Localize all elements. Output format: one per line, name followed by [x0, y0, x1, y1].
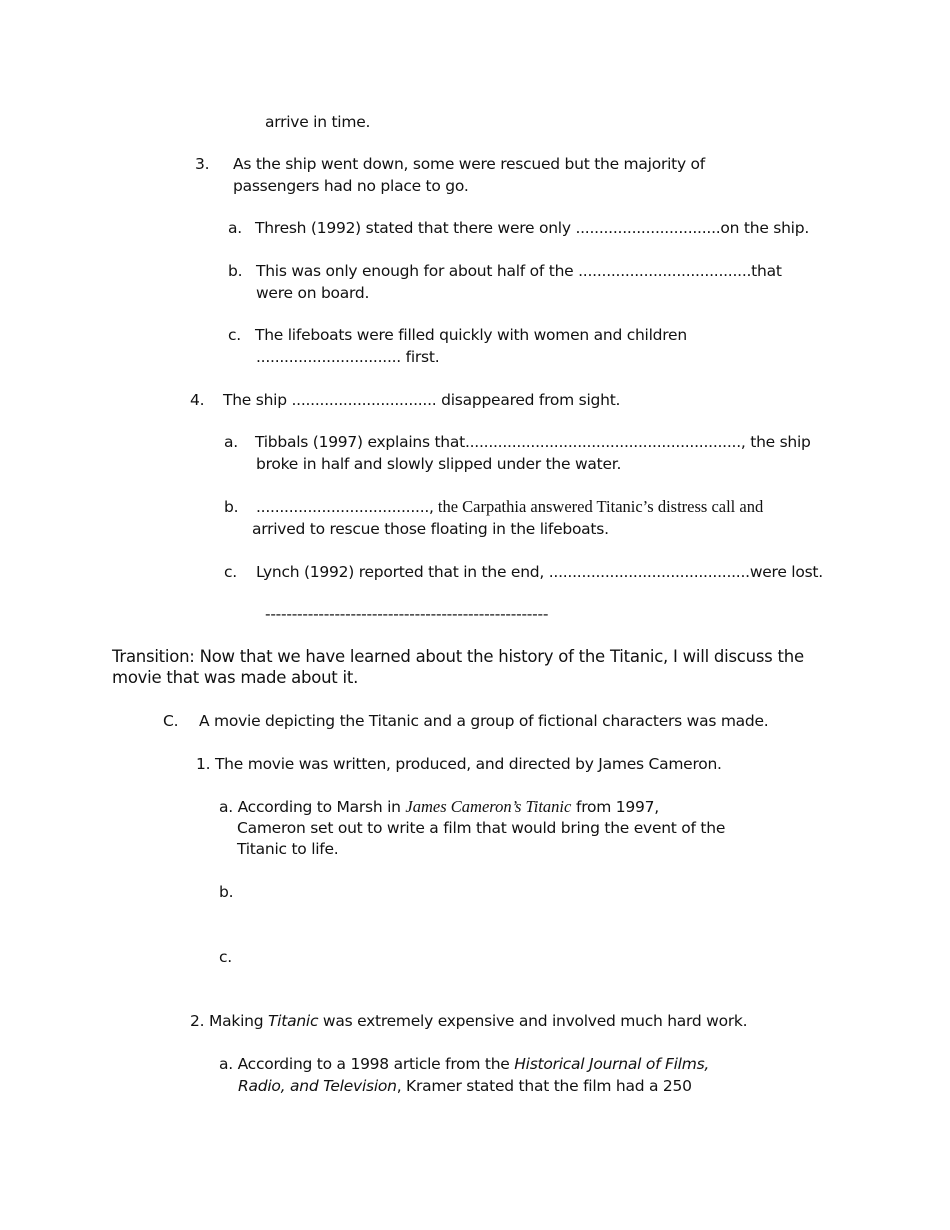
item-3-line-2: passengers had no place to go.	[233, 177, 469, 195]
item-3a-line-1: Thresh (1992) stated that there were only ...............................on the ship.	[255, 219, 809, 237]
item-c2-prefix: 2. Making	[190, 1012, 268, 1030]
item-4b-line-2: arrived to rescue those floating in the lifeboats.	[252, 520, 609, 538]
section-c-marker: C.	[163, 712, 179, 730]
item-3b-marker: b.	[228, 262, 243, 280]
item-c1a-prefix: a. According to Marsh in	[219, 798, 406, 816]
item-c1a-line-1	[219, 797, 659, 817]
item-c1a-line-3: Titanic to life.	[237, 840, 339, 858]
item-3-line-1: As the ship went down, some were rescued but the majority of	[233, 155, 705, 173]
item-c2a-line-2	[238, 1076, 692, 1096]
transition-line-1: Transition: Now that we have learned about the history of the Titanic, I will discuss the	[112, 647, 804, 666]
item-c1c-marker: c.	[219, 948, 232, 966]
item-c2-film-title: Titanic	[267, 1012, 319, 1030]
item-c1a-book-title: James Cameron’s Titanic	[405, 797, 572, 816]
continuation-text: arrive in time.	[265, 113, 371, 131]
item-c1a-suffix: from 1997,	[571, 798, 659, 816]
item-3c-line-1: The lifeboats were filled quickly with women and children	[255, 326, 687, 344]
item-c1-text: 1. The movie was written, produced, and directed by James Cameron.	[196, 755, 722, 773]
item-4b-serif-text: the Carpathia answered Titanic’s distress call and	[433, 497, 764, 516]
item-4-marker: 4.	[190, 391, 205, 409]
item-4a-marker: a.	[224, 433, 238, 451]
item-c2a-suffix: , Kramer stated that the film had a 250	[396, 1077, 692, 1095]
item-3b-line-1: This was only enough for about half of the .....................................that	[256, 262, 782, 280]
item-4b-line-1	[256, 497, 763, 517]
item-c1a-line-2: Cameron set out to write a film that would bring the event of the	[237, 819, 726, 837]
item-3c-line-2: ............................... first.	[256, 348, 440, 366]
section-separator: -----------------------------------------------------	[265, 605, 549, 623]
item-3b-line-2: were on board.	[256, 284, 370, 302]
item-4a-line-2: broke in half and slowly slipped under the water.	[256, 455, 622, 473]
item-c2a-journal-title-1: Historical Journal of Films,	[514, 1055, 710, 1073]
item-4b-marker: b.	[224, 498, 239, 516]
item-4c-marker: c.	[224, 563, 237, 581]
item-4b-blank: .....................................,	[256, 498, 434, 516]
item-4a-line-1: Tibbals (1997) explains that..........................................................., the ship	[255, 433, 811, 451]
item-c2-suffix: was extremely expensive and involved much hard work.	[318, 1012, 748, 1030]
item-c2-text	[190, 1011, 747, 1031]
transition-line-2: movie that was made about it.	[112, 668, 359, 687]
item-4-line-1: The ship ............................... disappeared from sight.	[223, 391, 621, 409]
item-4c-line-1: Lynch (1992) reported that in the end, ...........................................were lost.	[256, 563, 823, 581]
item-c2a-journal-title-2: Radio, and Television	[238, 1077, 397, 1095]
section-c-text: A movie depicting the Titanic and a group of fictional characters was made.	[199, 712, 769, 730]
item-3a-marker: a.	[228, 219, 242, 237]
item-c1b-marker: b.	[219, 883, 234, 901]
item-c2a-prefix: a. According to a 1998 article from the	[219, 1055, 515, 1073]
item-3-marker: 3.	[195, 155, 210, 173]
item-3c-marker: c.	[228, 326, 241, 344]
item-c2a-line-1	[219, 1054, 709, 1074]
